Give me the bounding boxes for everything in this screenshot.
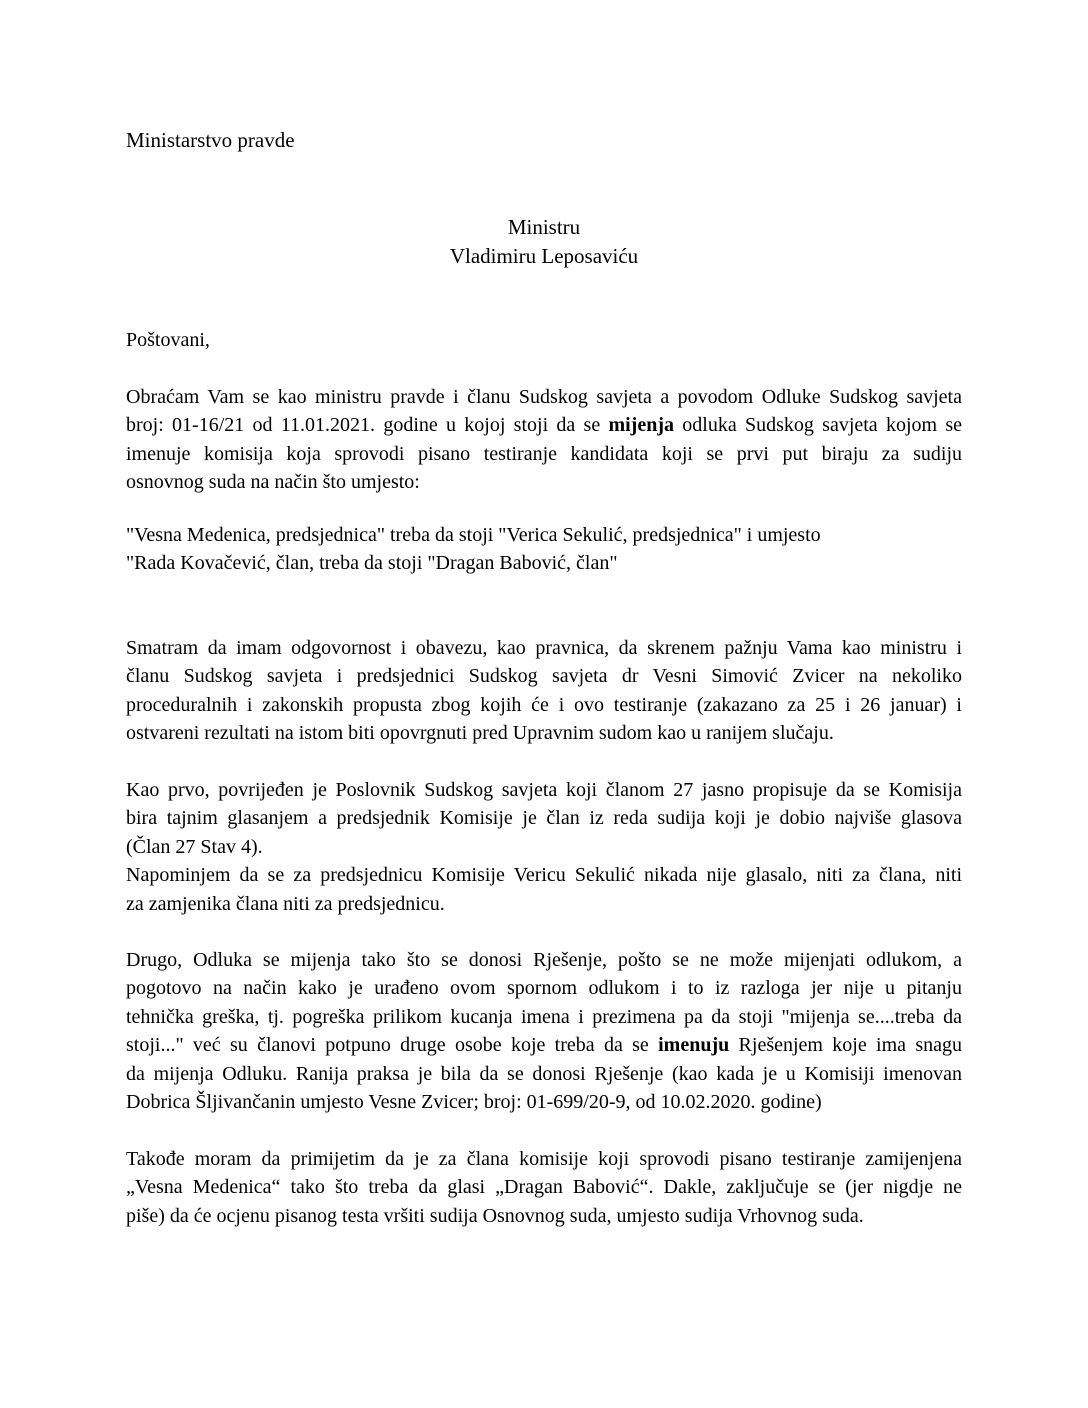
paragraph-5-line: Takođe moram da primijetim da je za člana komisije koji sprovodi pisano testiranje zamijenjena xyxy=(126,1148,962,1170)
greeting: Poštovani, xyxy=(126,329,210,351)
text-run: Rješenjem koje ima snagu xyxy=(729,1034,962,1057)
paragraph-3-line: bira tajnim glasanjem a predsjednik Komisije je član iz reda sudija koji je dobio najviše glasova xyxy=(126,807,962,830)
paragraph-2 xyxy=(126,634,962,748)
paragraph-2-line: proceduralnih i zakonskih propusta zbog kojih će i ovo testiranje (zakazano za 25 i 26 januar) i xyxy=(126,693,962,716)
paragraph-5-line: „Vesna Medenica“ tako što treba da glasi „Dragan Babović“. Dakle, zaključuje se (jer nigdje ne xyxy=(126,1176,962,1199)
emphasis-mijenja: mijenja xyxy=(608,414,675,437)
quoted-change-line: "Vesna Medenica, predsjednica" treba da stoji "Verica Sekulić, predsjednica" i umjesto xyxy=(126,524,821,546)
text-run: broj: 01-16/21 od 11.01.2021. godine u kojoj stoji da se xyxy=(126,414,609,437)
quoted-change xyxy=(126,521,962,578)
emphasis-imenuju: imenuju xyxy=(658,1034,730,1057)
text-run: stoji..." već su članovi potpuno druge osobe koje treba da se xyxy=(126,1034,659,1057)
paragraph-4-line: Drugo, Odluka se mijenja tako što se donosi Rješenje, pošto se ne može mijenjati odlukom, a xyxy=(126,949,962,971)
paragraph-3-line: Kao prvo, povrijeđen je Poslovnik Sudskog savjeta koji članom 27 jasno propisuje da se Komisija xyxy=(126,779,962,801)
paragraph-4-line: Dobrica Šljivančanin umjesto Vesne Zvicer; broj: 01-699/20-9, od 10.02.2020. godine) xyxy=(126,1091,822,1114)
paragraph-4-line: da mijenja Odluku. Ranija praksa je bila da se donosi Rješenje (kao kada je u Komisiji imenovan xyxy=(126,1062,962,1085)
paragraph-1-line xyxy=(126,411,962,439)
paragraph-5 xyxy=(126,1145,962,1230)
paragraph-3-line: (Član 27 Stav 4). xyxy=(126,835,263,858)
paragraph-1-line: osnovnog suda na način što umjesto: xyxy=(126,471,420,494)
paragraph-4-line: pogotovo na način kako je urađeno ovom spornom odlukom i to iz razloga jer nije u pitanju xyxy=(126,977,962,1000)
paragraph-4 xyxy=(126,946,962,1116)
paragraph-4-line xyxy=(126,1031,962,1059)
recipient-title: Ministru xyxy=(507,215,581,239)
quoted-change-line: "Rada Kovačević, član, treba da stoji "Dragan Babović, član" xyxy=(126,552,618,575)
paragraph-3-line: Napominjem da se za predsjednicu Komisije Vericu Sekulić nikada nije glasalo, niti za člana, niti xyxy=(126,864,962,887)
paragraph-1-line: imenuje komisija koja sprovodi pisano testiranje kandidata koji se prvi put biraju za sudiju xyxy=(126,442,962,465)
paragraph-1 xyxy=(126,383,962,497)
paragraph-5-line: piše) da će ocjenu pisanog testa vršiti sudija Osnovnog suda, umjesto sudija Vrhovnog suda. xyxy=(126,1204,864,1227)
paragraph-2-line: ostvareni rezultati na istom biti opovrgnuti pred Upravnim sudom kao u ranijem slučaju. xyxy=(126,722,834,745)
paragraph-4-line: tehnička greška, tj. pogreška prilikom kucanja imena i prezimena pa da stoji "mijenja se....treba da xyxy=(126,1005,962,1028)
paragraph-1-line: Obraćam Vam se kao ministru pravde i članu Sudskog savjeta a povodom Odluke Sudskog savjeta xyxy=(126,386,962,408)
sender-name: Ministarstvo pravde xyxy=(126,128,295,152)
paragraph-3-line: za zamjenika člana niti za predsjednicu. xyxy=(126,892,445,915)
text-run: odluka Sudskog savjeta kojom se xyxy=(674,414,962,437)
paragraph-2-line: Smatram da imam odgovornost i obavezu, kao pravnica, da skrenem pažnju Vama kao ministru i xyxy=(126,637,962,659)
paragraph-2-line: članu Sudskog savjeta i predsjednici Sudskog savjeta dr Vesni Simović Zvicer na nekoliko xyxy=(126,665,962,688)
paragraph-3 xyxy=(126,776,962,918)
recipient-name: Vladimiru Leposaviću xyxy=(449,244,639,268)
